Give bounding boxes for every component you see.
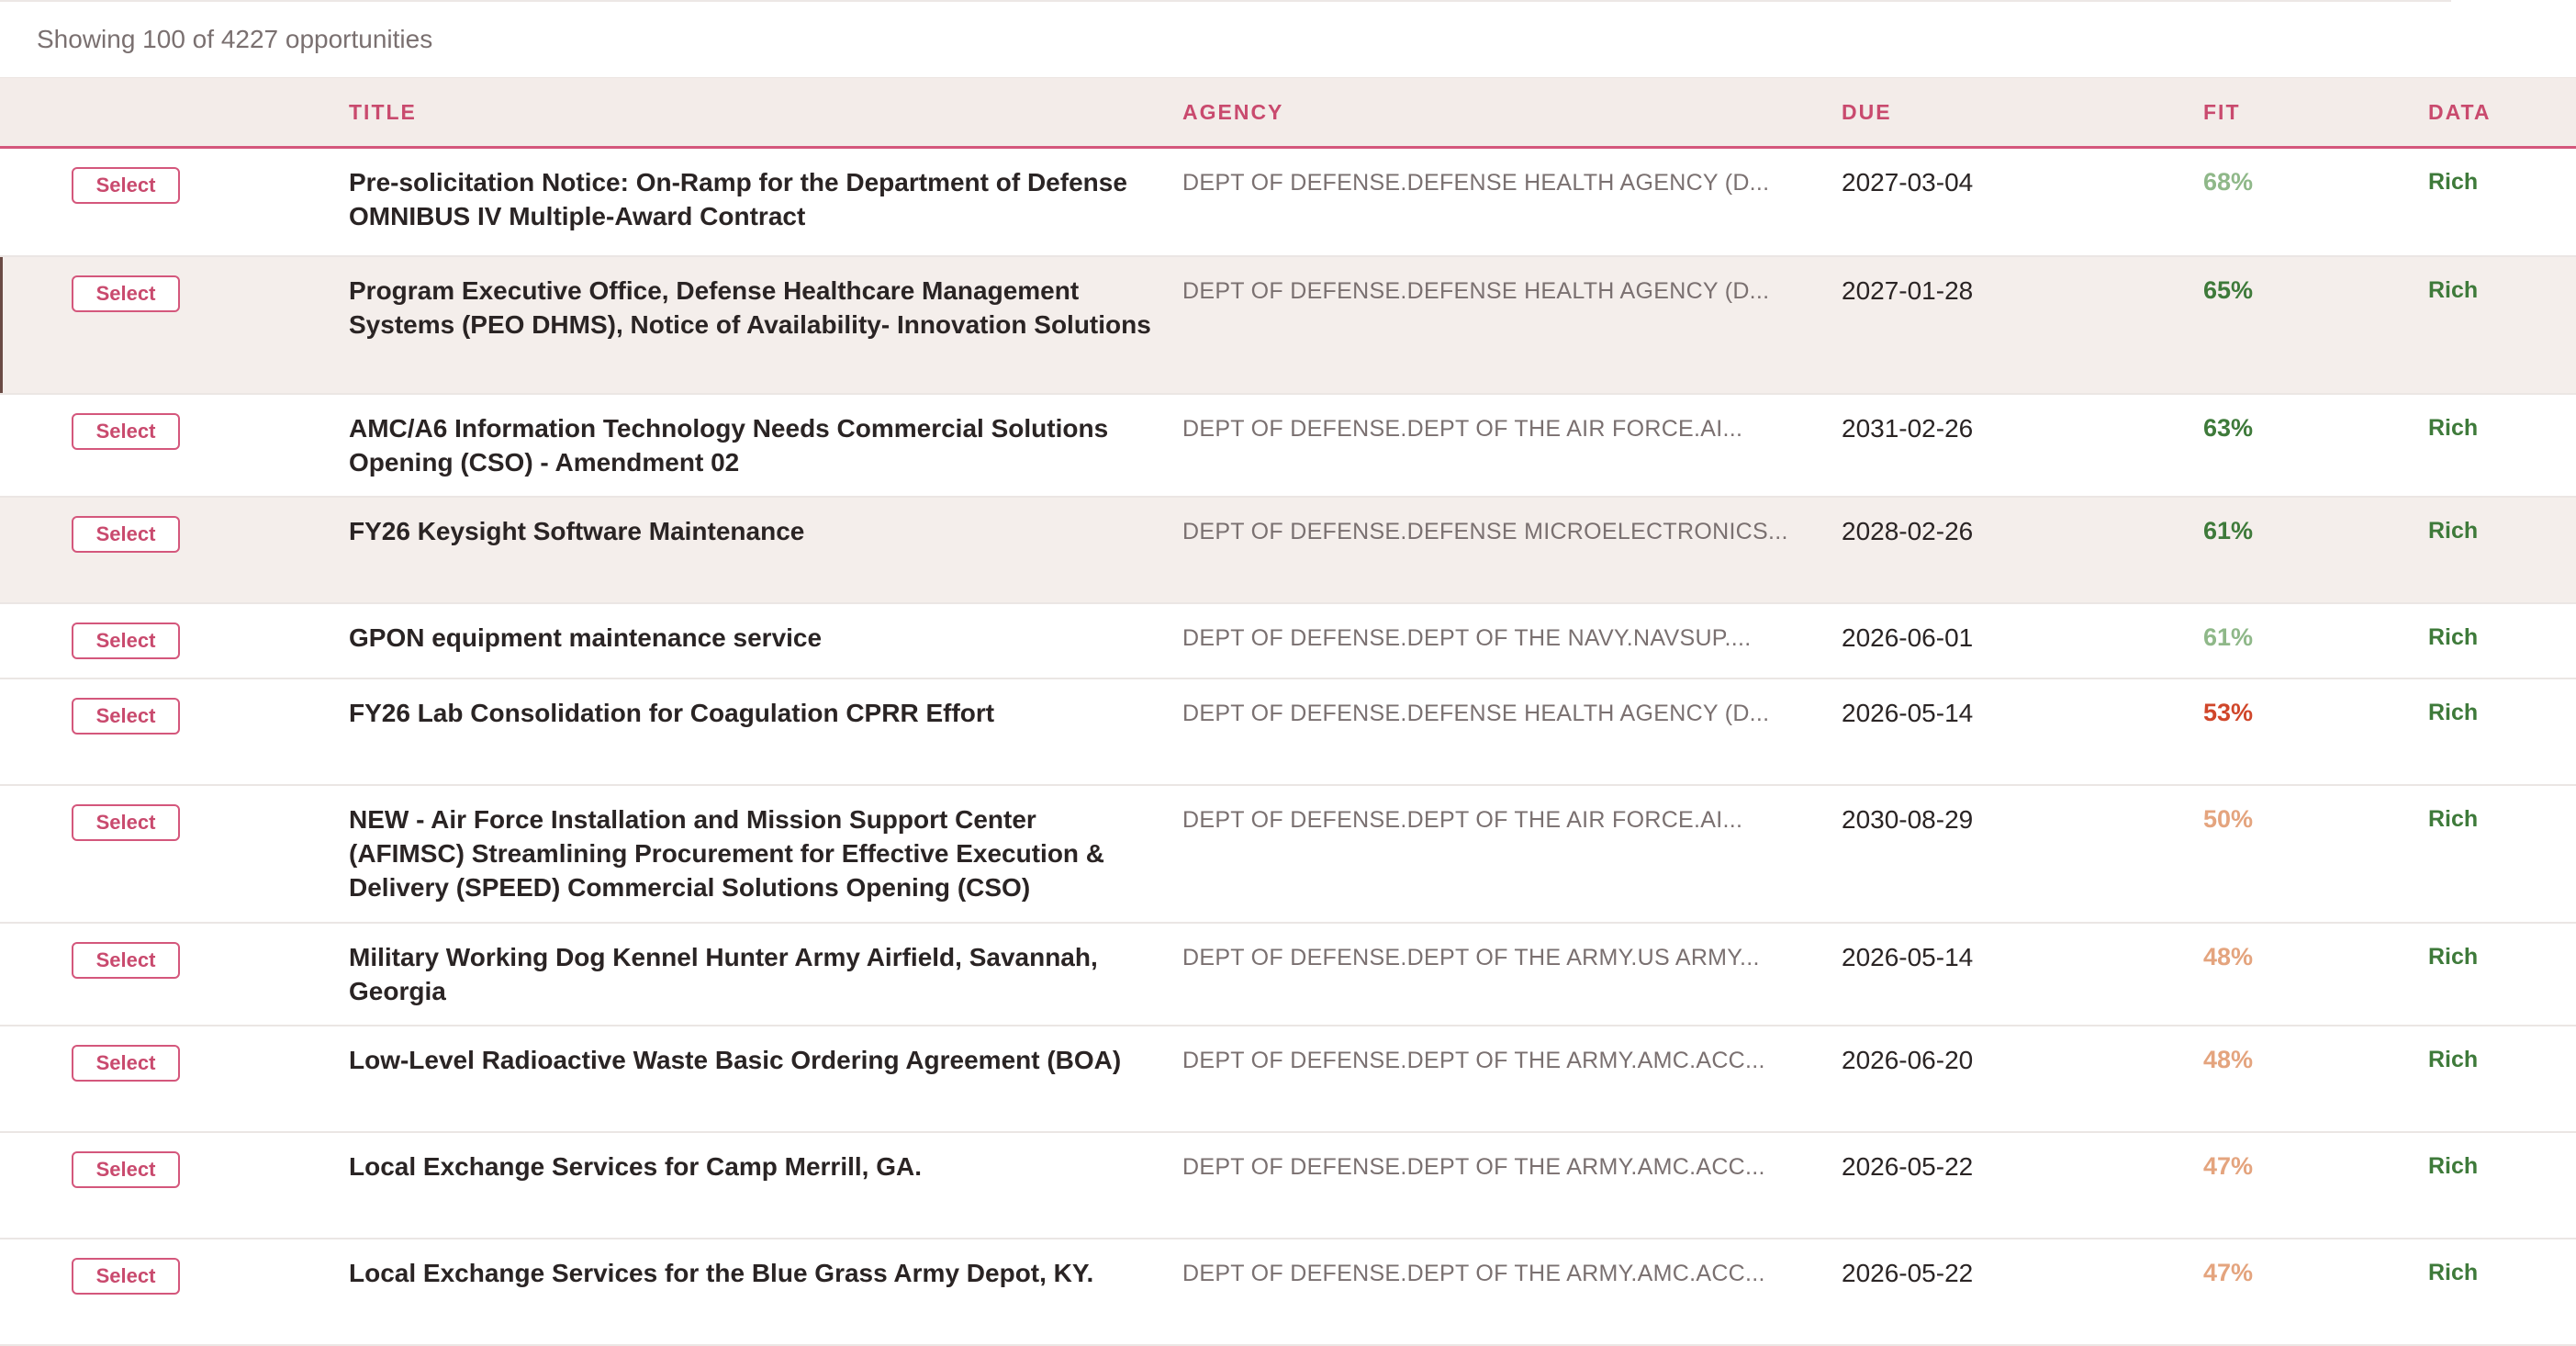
results-summary: Showing 100 of 4227 opportunities — [37, 25, 433, 53]
table-row[interactable] — [0, 1026, 2576, 1132]
select-button[interactable]: Select — [72, 804, 180, 841]
fit-score: 63% — [2203, 413, 2254, 442]
select-button[interactable]: Select — [72, 1045, 180, 1082]
header-fit[interactable]: FIT — [2203, 78, 2428, 148]
data-quality: Rich — [2428, 1046, 2479, 1072]
agency-name: DEPT OF DEFENSE.DEPT OF THE AIR FORCE.AI... — [1182, 806, 1743, 833]
header-due[interactable]: DUE — [1842, 78, 2203, 148]
data-quality: Rich — [2428, 276, 2479, 303]
select-button[interactable]: Select — [72, 167, 180, 204]
agency-name: DEPT OF DEFENSE.DEFENSE HEALTH AGENCY (D... — [1182, 170, 1770, 196]
table-row[interactable] — [0, 148, 2576, 256]
due-date: 2026-05-14 — [1842, 942, 1974, 971]
due-date: 2027-03-04 — [1842, 168, 1974, 196]
fit-score: 48% — [2203, 942, 2254, 970]
table-row[interactable] — [0, 923, 2576, 1026]
select-button[interactable]: Select — [72, 942, 180, 979]
agency-name: DEPT OF DEFENSE.DEFENSE HEALTH AGENCY (D... — [1182, 700, 1770, 726]
opportunity-title[interactable]: FY26 Lab Consolidation for Coagulation CPRR Effort — [349, 698, 995, 727]
agency-name: DEPT OF DEFENSE.DEPT OF THE AIR FORCE.AI... — [1182, 415, 1743, 442]
opportunity-title[interactable]: AMC/A6 Information Technology Needs Commercial Solutions Opening (CSO) - Amendment 02 — [349, 413, 1109, 477]
opportunity-title[interactable]: Military Working Dog Kennel Hunter Army Airfield, Savannah, Georgia — [349, 942, 1098, 1005]
opportunity-title[interactable]: Low-Level Radioactive Waste Basic Ordering Agreement (BOA) — [349, 1045, 1122, 1074]
table-row[interactable] — [0, 679, 2576, 785]
table-row[interactable] — [0, 1132, 2576, 1239]
select-button[interactable]: Select — [72, 275, 180, 312]
data-quality: Rich — [2428, 414, 2479, 441]
due-date: 2030-08-29 — [1842, 804, 1974, 834]
agency-name: DEPT OF DEFENSE.DEPT OF THE ARMY.AMC.ACC... — [1182, 1260, 1765, 1286]
fit-score: 47% — [2203, 1258, 2254, 1286]
table-row[interactable] — [0, 785, 2576, 923]
table-row[interactable] — [0, 256, 2576, 394]
due-date: 2026-05-14 — [1842, 698, 1974, 727]
fit-score: 48% — [2203, 1045, 2254, 1073]
fit-score: 47% — [2203, 1151, 2254, 1180]
agency-name: DEPT OF DEFENSE.DEFENSE MICROELECTRONICS... — [1182, 518, 1788, 544]
due-date: 2028-02-26 — [1842, 516, 1974, 545]
due-date: 2026-06-20 — [1842, 1045, 1974, 1074]
due-date: 2026-06-01 — [1842, 623, 1974, 652]
data-quality: Rich — [2428, 1259, 2479, 1285]
opportunity-title[interactable]: Local Exchange Services for the Blue Grass Army Depot, KY. — [349, 1258, 1094, 1287]
table-row[interactable] — [0, 394, 2576, 497]
fit-score: 61% — [2203, 516, 2254, 544]
table-header-row — [0, 78, 2576, 148]
due-date: 2031-02-26 — [1842, 413, 1974, 443]
agency-name: DEPT OF DEFENSE.DEPT OF THE ARMY.US ARMY... — [1182, 944, 1760, 970]
fit-score: 50% — [2203, 804, 2254, 833]
select-button[interactable]: Select — [72, 1258, 180, 1295]
data-quality: Rich — [2428, 943, 2479, 970]
data-quality: Rich — [2428, 1152, 2479, 1179]
header-select — [0, 78, 349, 148]
select-button[interactable]: Select — [72, 698, 180, 735]
agency-name: DEPT OF DEFENSE.DEPT OF THE ARMY.AMC.ACC... — [1182, 1047, 1765, 1073]
header-title[interactable]: TITLE — [349, 78, 1182, 148]
table-row[interactable] — [0, 497, 2576, 603]
opportunity-title[interactable]: Local Exchange Services for Camp Merrill, GA. — [349, 1151, 922, 1181]
opportunity-title[interactable]: FY26 Keysight Software Maintenance — [349, 516, 805, 545]
select-button[interactable]: Select — [72, 623, 180, 659]
opportunities-table — [0, 77, 2576, 1346]
due-date: 2026-05-22 — [1842, 1258, 1974, 1287]
due-date: 2026-05-22 — [1842, 1151, 1974, 1181]
fit-score: 61% — [2203, 623, 2254, 651]
data-quality: Rich — [2428, 623, 2479, 650]
header-data[interactable]: DATA — [2428, 78, 2576, 148]
opportunity-title[interactable]: Pre-solicitation Notice: On-Ramp for the Department of Defense OMNIBUS IV Multiple-Award Contract — [349, 168, 1127, 230]
opportunity-title[interactable]: NEW - Air Force Installation and Mission Support Center (AFIMSC) Streamlining Procurement for Effective Execution & Delivery (SPEED) Commercial Solutions Opening (CSO) — [349, 804, 1105, 902]
agency-name: DEPT OF DEFENSE.DEFENSE HEALTH AGENCY (D... — [1182, 277, 1770, 304]
due-date: 2027-01-28 — [1842, 275, 1974, 305]
opportunity-title[interactable]: GPON equipment maintenance service — [349, 623, 823, 652]
table-row[interactable] — [0, 1239, 2576, 1345]
data-quality: Rich — [2428, 517, 2479, 544]
header-agency[interactable]: AGENCY — [1182, 78, 1842, 148]
table-row[interactable] — [0, 603, 2576, 679]
data-quality: Rich — [2428, 805, 2479, 832]
agency-name: DEPT OF DEFENSE.DEPT OF THE NAVY.NAVSUP.... — [1182, 624, 1752, 651]
fit-score: 53% — [2203, 698, 2254, 726]
data-quality: Rich — [2428, 169, 2479, 195]
agency-name: DEPT OF DEFENSE.DEPT OF THE ARMY.AMC.ACC... — [1182, 1153, 1765, 1180]
select-button[interactable]: Select — [72, 413, 180, 450]
data-quality: Rich — [2428, 699, 2479, 725]
select-button[interactable]: Select — [72, 1151, 180, 1188]
opportunity-title[interactable]: Program Executive Office, Defense Healthcare Management Systems (PEO DHMS), Notice of Availability- Innovation Solutions — [349, 275, 1151, 339]
fit-score: 68% — [2203, 168, 2254, 196]
fit-score: 65% — [2203, 275, 2254, 304]
select-button[interactable]: Select — [72, 516, 180, 553]
